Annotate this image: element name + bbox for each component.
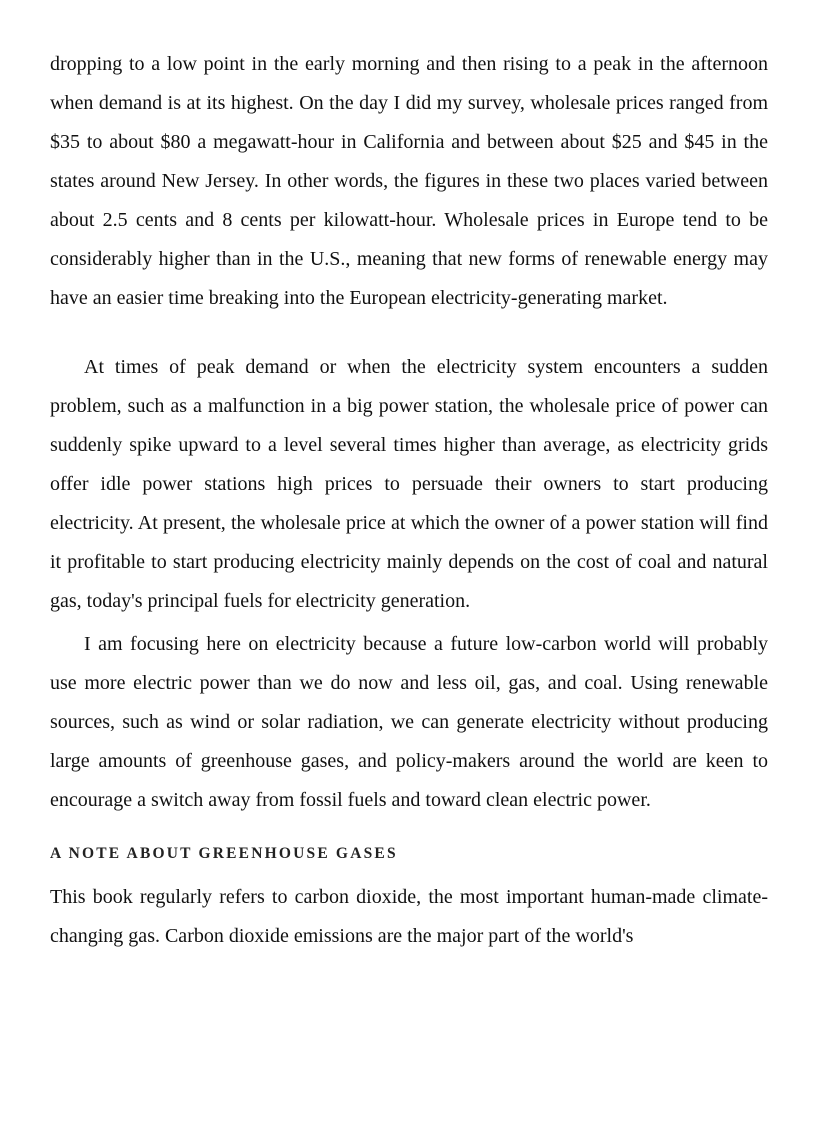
section-heading: A NOTE ABOUT GREENHOUSE GASES bbox=[50, 845, 398, 862]
body-paragraph: At times of peak demand or when the electricity system encounters a sudden problem, such as a malfunction in a big power station, the wholesale price of power can suddenly spike upward to a level several times higher than average, as electricity grids offer idle power stations high prices to persuade their owners to start producing electricity. At present, the wholesale price at which the owner of a power station will find it profitable to start producing electricity mainly depends on the cost of coal and natural gas, today's principal fuels for electricity generation. bbox=[50, 356, 768, 612]
body-paragraph: I am focusing here on electricity because a future low-carbon world will probably use more electric power than we do now and less oil, gas, and coal. Using renewable sources, such as wind or solar radiation, we can generate electricity without producing large amounts of greenhouse gases, and policy-makers around the world are keen to encourage a switch away from fossil fuels and toward clean electric power. bbox=[50, 633, 768, 811]
document-page bbox=[50, 45, 768, 956]
body-paragraph: This book regularly refers to carbon dioxide, the most important human-made climate-changing gas. Carbon dioxide emissions are the major part of the world's bbox=[50, 886, 768, 947]
body-paragraph: dropping to a low point in the early morning and then rising to a peak in the afternoon when demand is at its highest. On the day I did my survey, wholesale prices ranged from $35 to about $80 a megawatt-hour in California and between about $25 and $45 in the states around New Jersey. In other words, the figures in these two places varied between about 2.5 cents and 8 cents per kilowatt-hour. Wholesale prices in Europe tend to be considerably higher than in the U.S., meaning that new forms of renewable energy may have an easier time breaking into the European electricity-generating market. bbox=[50, 53, 768, 309]
